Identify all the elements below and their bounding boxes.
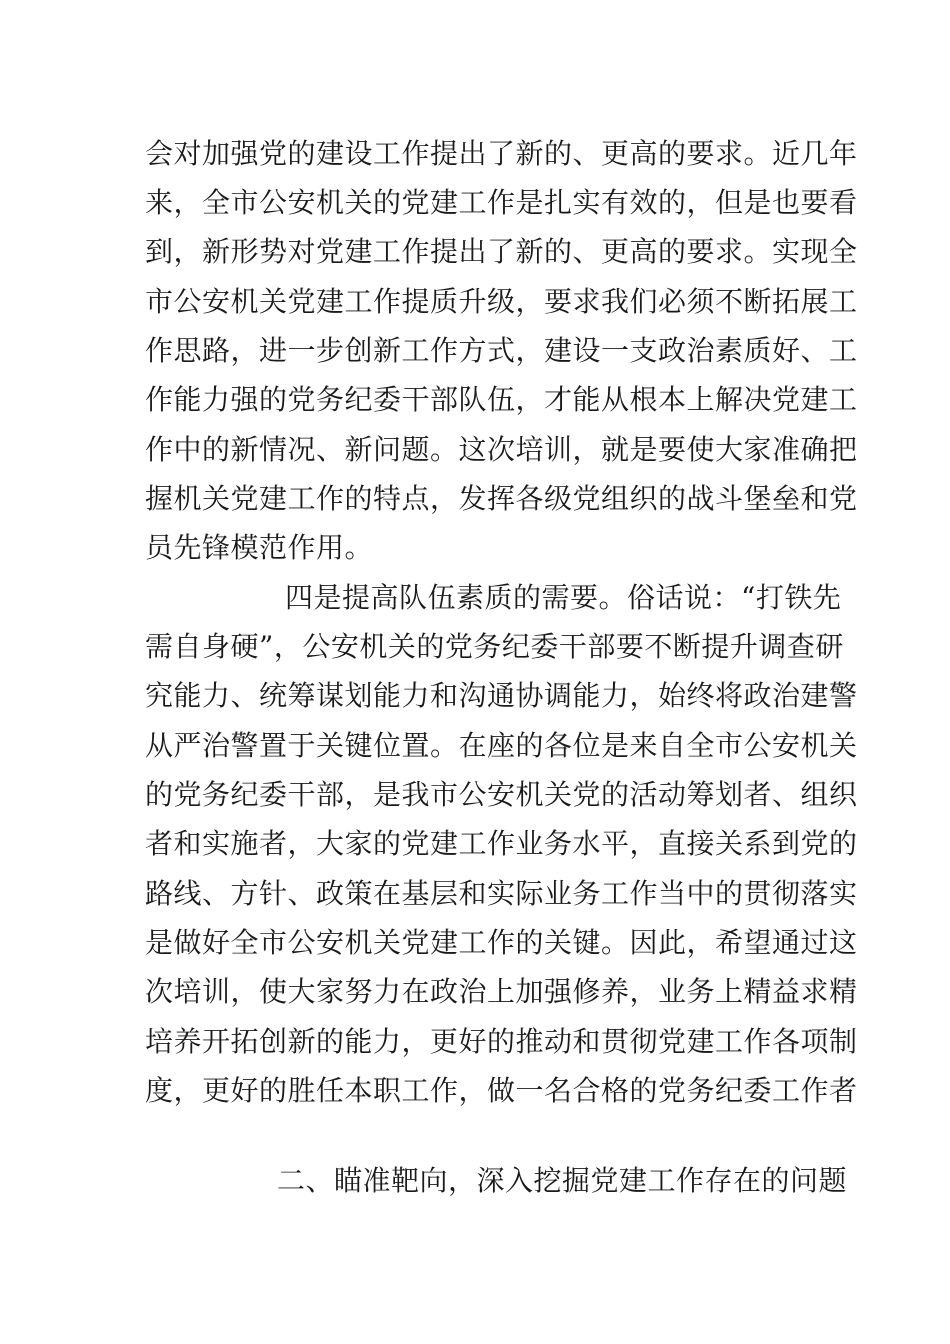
paragraph-line: 是做好全市公安机关党建工作的关键。因此，希望通过这 [145, 926, 858, 959]
paragraph-line: 度，更好的胜任本职工作，做一名合格的党务纪委工作者 [145, 1074, 858, 1107]
paragraph-line: 培养开拓创新的能力，更好的推动和贯彻党建工作各项制 [145, 1025, 858, 1058]
paragraph-line: 从严治警置于关键位置。在座的各位是来自全市公安机关 [145, 729, 858, 762]
paragraph-line: 握机关党建工作的特点，发挥各级党组织的战斗堡垒和党 [145, 482, 858, 515]
paragraph-line: 作中的新情况、新问题。这次培训，就是要使大家准确把 [145, 433, 858, 466]
paragraph-line: 次培训，使大家努力在政治上加强修养，业务上精益求精 [145, 975, 858, 1008]
paragraph-line: 市公安机关党建工作提质升级，要求我们必须不断拓展工 [145, 285, 858, 318]
section-heading: 二、瞄准靶向，深入挖掘党建工作存在的问题 [277, 1164, 848, 1197]
paragraph-line: 究能力、统筹谋划能力和沟通协调能力，始终将政治建警 [145, 679, 858, 712]
paragraph-line: 需自身硬”，公安机关的党务纪委干部要不断提升调查研 [145, 630, 844, 663]
paragraph-line: 四是提高队伍素质的需要。俗话说：“打铁先 [285, 581, 842, 614]
paragraph-line: 作思路，进一步创新工作方式，建设一支政治素质好、工 [145, 334, 858, 367]
paragraph-line: 者和实施者，大家的党建工作业务水平，直接关系到党的 [145, 827, 858, 860]
paragraph-line: 的党务纪委干部，是我市公安机关党的活动筹划者、组织 [145, 778, 858, 811]
paragraph-line: 作能力强的党务纪委干部队伍，才能从根本上解决党建工 [145, 383, 858, 416]
paragraph-line: 来，全市公安机关的党建工作是扎实有效的，但是也要看 [145, 186, 858, 219]
paragraph-line: 会对加强党的建设工作提出了新的、更高的要求。近几年 [145, 137, 858, 170]
paragraph-line: 到，新形势对党建工作提出了新的、更高的要求。实现全 [145, 235, 858, 268]
paragraph-line: 路线、方针、政策在基层和实际业务工作当中的贯彻落实 [145, 877, 858, 910]
paragraph-line: 员先锋模范作用。 [145, 531, 374, 564]
